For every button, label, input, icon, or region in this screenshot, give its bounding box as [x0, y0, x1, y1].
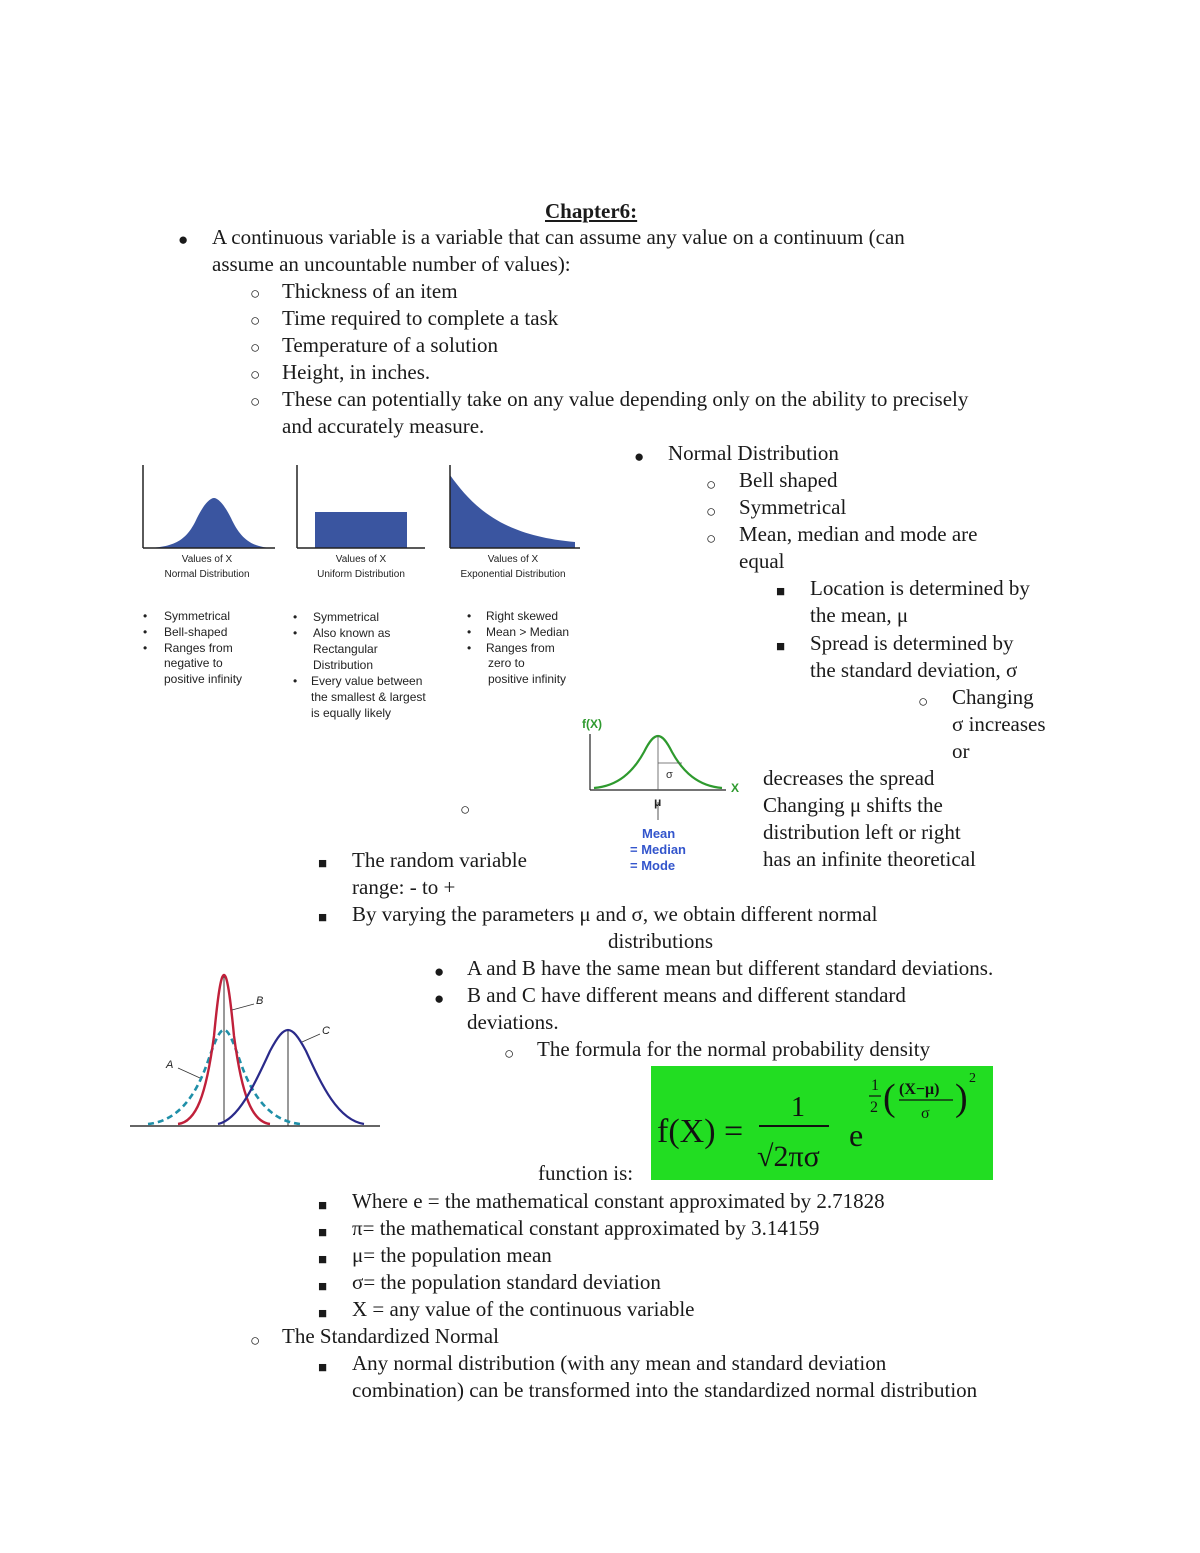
right-line: Changing μ shifts the	[763, 793, 943, 817]
normal-prop: Mean, median and mode are	[739, 522, 978, 546]
panel-bullet: Bell-shaped	[164, 625, 228, 639]
formula-intro: The formula for the normal probability density	[537, 1037, 931, 1061]
mu-label: μ	[654, 795, 662, 809]
bullet: ■	[776, 639, 786, 655]
svg-text:•: •	[467, 641, 472, 655]
example-item: Height, in inches.	[282, 360, 431, 384]
bullet: ○	[918, 692, 929, 711]
svg-text:•: •	[467, 625, 472, 639]
panel-bullet: Distribution	[313, 658, 374, 672]
panel-name: Exponential Distribution	[460, 569, 566, 580]
axis-label: Values of X	[181, 554, 233, 565]
mode-label: = Mode	[630, 858, 676, 873]
example-item: Temperature of a solution	[282, 333, 499, 357]
location-line: the mean, μ	[810, 603, 909, 627]
panel-name: Normal Distribution	[164, 569, 250, 580]
label-a: A	[166, 1059, 174, 1071]
fx-label: f(X)	[582, 717, 602, 731]
svg-text:•: •	[293, 674, 298, 688]
right-line: decreases the spread	[763, 766, 935, 790]
bullet: ○	[250, 1331, 261, 1350]
bullet: ○	[250, 338, 261, 357]
exp-coef-den: 2	[870, 1099, 878, 1116]
bullet: ○	[250, 365, 261, 384]
formula-tail: function is:	[538, 1161, 634, 1185]
bullet: ○	[250, 284, 261, 303]
changing-line: or	[952, 739, 970, 763]
panel-bullet: positive infinity	[488, 672, 567, 686]
bullet: ■	[318, 1198, 328, 1214]
bullet: ○	[504, 1044, 515, 1063]
panel-bullet: Ranges from	[486, 641, 555, 655]
example-item-cont: and accurately measure.	[282, 414, 485, 438]
spread-line: the standard deviation, σ	[810, 658, 1018, 682]
exp-pow: 2	[969, 1071, 976, 1086]
panel-bullet: Also known as	[313, 626, 391, 640]
example-item: These can potentially take on any value depending only on the ability to precisely	[282, 387, 969, 411]
page-title: Chapter6:	[545, 199, 638, 223]
panel-bullet: Every value between	[311, 674, 423, 688]
bullet: ■	[318, 1225, 328, 1241]
bullet: ■	[318, 910, 328, 926]
exp-coef-num: 1	[871, 1077, 879, 1094]
distribution-comparison-figure	[135, 460, 595, 730]
random-var-line: The random variable	[352, 848, 527, 872]
changing-line: σ increases	[952, 712, 1046, 736]
bullet: ■	[318, 1306, 328, 1322]
spread-line: Spread is determined by	[810, 631, 1014, 655]
normal-prop-cont: equal	[739, 549, 785, 573]
right-line: distribution left or right	[763, 820, 961, 844]
panel-bullet: Mean > Median	[486, 625, 570, 639]
normal-prop: Bell shaped	[739, 468, 838, 492]
changing-line: Changing	[952, 685, 1034, 709]
median-label: = Median	[630, 842, 686, 857]
panel-bullet: the smallest & largest	[311, 690, 426, 704]
panel-bullet: is equally likely	[311, 706, 392, 720]
axis-label: Values of X	[487, 554, 539, 565]
varying-line: distributions	[608, 929, 714, 953]
panel-bullet: Rectangular	[313, 642, 378, 656]
bullet: ●	[434, 962, 445, 981]
mean-label: Mean	[642, 826, 676, 841]
definition-item: μ= the population mean	[352, 1243, 552, 1267]
label-b: B	[256, 995, 264, 1007]
formula-num: 1	[791, 1092, 805, 1123]
bullet: ○	[250, 311, 261, 330]
svg-text:•: •	[293, 610, 298, 624]
formula-lhs: f(X) =	[657, 1113, 744, 1150]
formula-box	[651, 1066, 993, 1180]
bullet: ■	[776, 584, 786, 600]
bullet: ●	[434, 989, 445, 1008]
random-var-line: range: - to +	[352, 875, 456, 899]
bc-line: B and C have different means and different standard	[467, 983, 906, 1007]
formula-e: e	[849, 1117, 864, 1153]
bullet: ■	[318, 1279, 328, 1295]
bullet: ○	[460, 800, 471, 819]
normal-curve	[143, 498, 275, 548]
standardized-line: Any normal distribution (with any mean and standard deviation	[352, 1351, 887, 1375]
svg-text:•: •	[467, 609, 472, 623]
standardized-line: combination) can be transformed into the standardized normal distribution	[352, 1378, 978, 1402]
bullet: ●	[178, 230, 189, 249]
definition-item: X = any value of the continuous variable	[352, 1297, 695, 1321]
bell-curve-figure	[578, 712, 748, 877]
location-line: Location is determined by	[810, 576, 1030, 600]
varying-line: By varying the parameters μ and σ, we obtain different normal	[352, 902, 878, 926]
sigma-label: σ	[666, 769, 673, 781]
standardized-heading: The Standardized Normal	[282, 1324, 499, 1348]
panel-bullet: negative to	[164, 656, 223, 670]
bullet: ■	[318, 856, 328, 872]
panel-bullet: Symmetrical	[164, 609, 231, 623]
exp-frac-den: σ	[921, 1105, 930, 1122]
exp-frac-num: (X−μ)	[899, 1081, 940, 1098]
panel-name: Uniform Distribution	[317, 569, 405, 580]
svg-text:): )	[955, 1077, 968, 1119]
example-item: Thickness of an item	[282, 279, 458, 303]
formula-svg	[651, 1066, 993, 1180]
bullet: ■	[318, 1360, 328, 1376]
right-line: has an infinite theoretical	[763, 847, 976, 871]
bullet: ○	[706, 475, 717, 494]
normal-heading: Normal Distribution	[668, 441, 839, 465]
svg-text:(: (	[883, 1077, 896, 1119]
svg-text:•: •	[143, 609, 148, 623]
definition-item: σ= the population standard deviation	[352, 1270, 661, 1294]
intro-line: A continuous variable is a variable that can assume any value on a continuum (can	[212, 225, 905, 249]
bc-line: deviations.	[467, 1010, 559, 1034]
panel-bullet: Ranges from	[164, 641, 233, 655]
svg-text:•: •	[143, 625, 148, 639]
bullet: ●	[634, 447, 645, 466]
abc-curves-figure	[128, 966, 388, 1136]
axis-label: Values of X	[335, 554, 387, 565]
svg-text:•: •	[293, 626, 298, 640]
formula-den: √2πσ	[757, 1140, 820, 1173]
intro-line: assume an uncountable number of values):	[212, 252, 571, 276]
panel-bullet: zero to	[488, 656, 525, 670]
bullet: ○	[706, 529, 717, 548]
bullet: ○	[706, 502, 717, 521]
svg-text:•: •	[143, 641, 148, 655]
bullet: ○	[250, 392, 261, 411]
panel-bullet: Right skewed	[486, 609, 559, 623]
example-item: Time required to complete a task	[282, 306, 559, 330]
x-label: X	[731, 781, 740, 795]
definition-item: π= the mathematical constant approximated by 3.14159	[352, 1216, 820, 1240]
uniform-rect	[315, 512, 407, 548]
normal-prop: Symmetrical	[739, 495, 847, 519]
label-c: C	[322, 1025, 330, 1037]
panel-bullet: Symmetrical	[313, 610, 380, 624]
exponential-curve	[450, 475, 575, 548]
definition-item: Where e = the mathematical constant approximated by 2.71828	[352, 1189, 885, 1213]
ab-line: A and B have the same mean but different standard deviations.	[467, 956, 994, 980]
panel-bullet: positive infinity	[164, 672, 243, 686]
bullet: ■	[318, 1252, 328, 1268]
